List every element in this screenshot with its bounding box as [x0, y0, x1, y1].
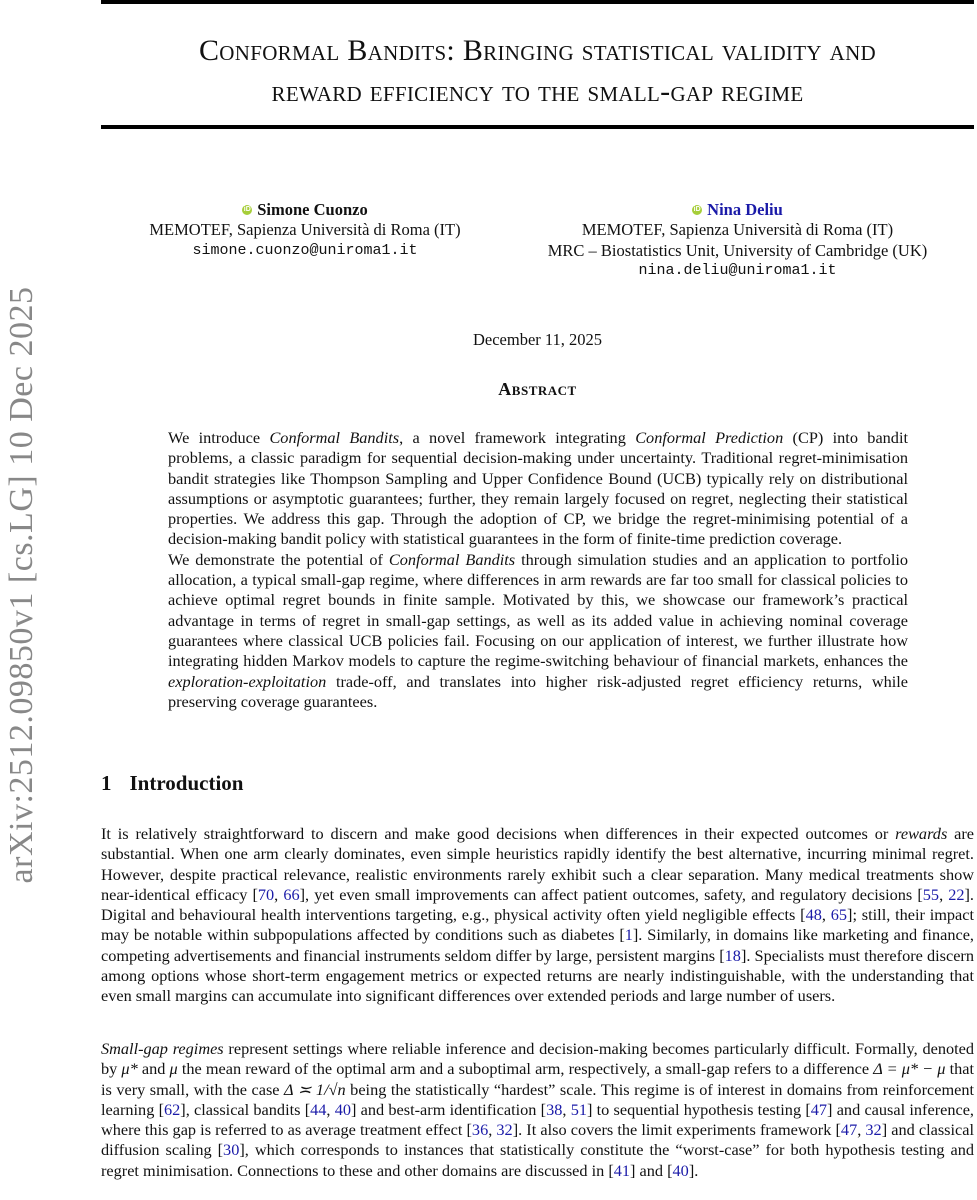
math-expression: Δ ≍ 1/√n: [284, 1079, 346, 1099]
intro-paragraph: It is relatively straightforward to discern and make good decisions when differences in their expected outcomes or rewards are substantial. When one arm clearly dominates, even simple heuristics rapidly identify the best alternative, incurring minimal regret. However, despite practical relevance, realistic environments rarely exhibit such a clear separation. Many medical treatments show near-identical efficacy [70, 66], yet even small improvements can affect patient outcomes, safety, and regulatory decisions [55, 22]. Digital and behavioural health interventions targeting, e.g., physical activity often yield negligible effects [48, 65]; still, their impact may be notable within subpopulations affected by conditions such as diabetes [1]. Similarly, in domains like marketing and finance, competing advertisements and financial instruments seldom differ by large, persistent margins [18]. Specialists must therefore discern among options whose short-term engagement metrics or expected returns are nearly indistinguishable, with the understanding that even small margins can accumulate into significant differences over extended periods and large number of users.: [101, 824, 975, 1006]
section-title: Introduction: [129, 771, 244, 795]
emphasis: Small-gap regimes: [101, 1039, 224, 1058]
citation-link[interactable]: 55: [922, 884, 940, 904]
intro-paragraph: Small-gap regimes represent settings where reliable inference and decision-making becomes particularly difficult. Formally, denoted by μ* and μ the mean reward of the optimal arm and a suboptimal arm, respectively, a small-gap refers to a difference Δ = μ* − μ that is very small, with the case Δ ≍ 1/√n being the statistically “hardest” scale. This regime is of interest in domains from reinforcement learning [62], classical bandits [44, 40] and best-arm identification [38, 51] to sequential hypothesis testing [47] and causal inference, where this gap is referred to as average treatment effect [36, 32]. It also covers the limit experiments framework [47, 32] and classical diffusion scaling [30], which corresponds to instances that statistically constitute the “worst-case” for both hypothesis testing and regret minimisation. Connections to these and other domains are discussed in [41] and [40].: [101, 1039, 975, 1180]
citation-link[interactable]: 30: [223, 1140, 240, 1160]
citation-link[interactable]: 66: [283, 884, 300, 904]
abstract-paragraph: We demonstrate the potential of Conformal Bandits through simulation studies and an application to portfolio allocation, a typical small-gap regime, where differences in arm rewards are far too small for classical policies to achieve optimal regret bounds in finite sample. Motivated by this, we showcase our framework’s practical advantage in terms of regret in small-gap settings, as well as its added value in achieving nominal coverage guarantees where classical UCB policies fail. Focusing on our application of interest, we further illustrate how integrating hidden Markov models to capture the regime-switching behaviour of financial markets, enhances the exploration-exploitation trade-off, and translates into higher risk-adjusted regret efficiency returns, while preserving coverage guarantees.: [168, 549, 909, 711]
author-block-1: [110, 196, 500, 261]
orcid-icon[interactable]: iD: [693, 206, 701, 213]
citation-link[interactable]: 65: [830, 905, 848, 925]
citation-link[interactable]: 48: [805, 905, 822, 925]
top-rule: [101, 0, 974, 4]
citation-link[interactable]: 36: [471, 1120, 489, 1140]
paper-title: [101, 30, 974, 112]
section-heading: [101, 771, 243, 796]
author-name: Simone Cuonzo: [257, 199, 368, 219]
author-name[interactable]: Nina Deliu: [707, 199, 783, 219]
title-line-1: Conformal Bandits: Bringing statistical validity and: [198, 34, 877, 67]
citation-link[interactable]: 51: [570, 1099, 587, 1119]
math-expression: μ*: [121, 1059, 138, 1079]
author-affiliation: MEMOTEF, Sapienza Università di Roma (IT): [581, 220, 894, 240]
citation-link[interactable]: 40: [334, 1099, 351, 1119]
author-email[interactable]: nina.deliu@uniroma1.it: [638, 262, 837, 280]
title-bottom-rule: [101, 125, 974, 129]
citation-link[interactable]: 70: [257, 884, 275, 904]
citation-link[interactable]: 38: [546, 1099, 563, 1119]
abstract-paragraph: We introduce Conformal Bandits, a novel framework integrating Conformal Prediction (CP) into bandit problems, a classic paradigm for sequential decision-making under uncertainty. Traditional regret-minimisation bandit strategies like Thompson Sampling and Upper Confidence Bound (UCB) typically rely on distributional assumptions or asymptotic guarantees; further, they remain largely focused on regret, neglecting their statistical properties. We address this gap. Through the adoption of CP, we bridge the regret-minimising potential of a decision-making bandit policy with statistical guarantees in the form of finite-time prediction coverage.: [168, 428, 908, 549]
publication-date: December 11, 2025: [472, 330, 603, 349]
citation-link[interactable]: 44: [310, 1099, 327, 1119]
citation-link[interactable]: 41: [613, 1160, 631, 1180]
arxiv-sidebar: [0, 240, 44, 930]
emphasis: Conformal Bandits: [269, 428, 400, 447]
arxiv-identifier: arXiv:2512.09850v1 [cs.LG] 10 Dec 2025: [3, 286, 40, 884]
title-line-2: reward efficiency to the small-gap regime: [271, 75, 804, 108]
author-affiliation: MRC – Biostatistics Unit, University of Cambridge (UK): [547, 240, 928, 260]
section-number: 1: [101, 771, 112, 795]
math-expression: Δ = μ* − μ: [873, 1059, 946, 1079]
citation-link[interactable]: 47: [840, 1120, 858, 1140]
author-affiliation: MEMOTEF, Sapienza Università di Roma (IT): [149, 220, 461, 240]
emphasis: Conformal Bandits: [388, 549, 516, 569]
citation-link[interactable]: 62: [164, 1099, 181, 1119]
emphasis: Conformal Prediction: [635, 428, 784, 447]
citation-link[interactable]: 47: [810, 1099, 828, 1119]
orcid-icon[interactable]: iD: [243, 206, 251, 213]
abstract-heading: Abstract: [498, 379, 577, 399]
emphasis: rewards: [895, 824, 948, 843]
math-expression: μ: [169, 1059, 178, 1079]
citation-link[interactable]: 32: [865, 1120, 882, 1140]
emphasis: exploration-exploitation: [168, 671, 327, 691]
citation-link[interactable]: 22: [948, 884, 965, 904]
citation-link[interactable]: 32: [496, 1120, 513, 1140]
citation-link[interactable]: 1: [624, 925, 633, 945]
author-block-2: [500, 196, 975, 282]
citation-link[interactable]: 40: [672, 1160, 689, 1180]
abstract: [168, 428, 908, 712]
author-email[interactable]: simone.cuonzo@uniroma1.it: [192, 241, 418, 259]
citation-link[interactable]: 18: [724, 945, 741, 965]
